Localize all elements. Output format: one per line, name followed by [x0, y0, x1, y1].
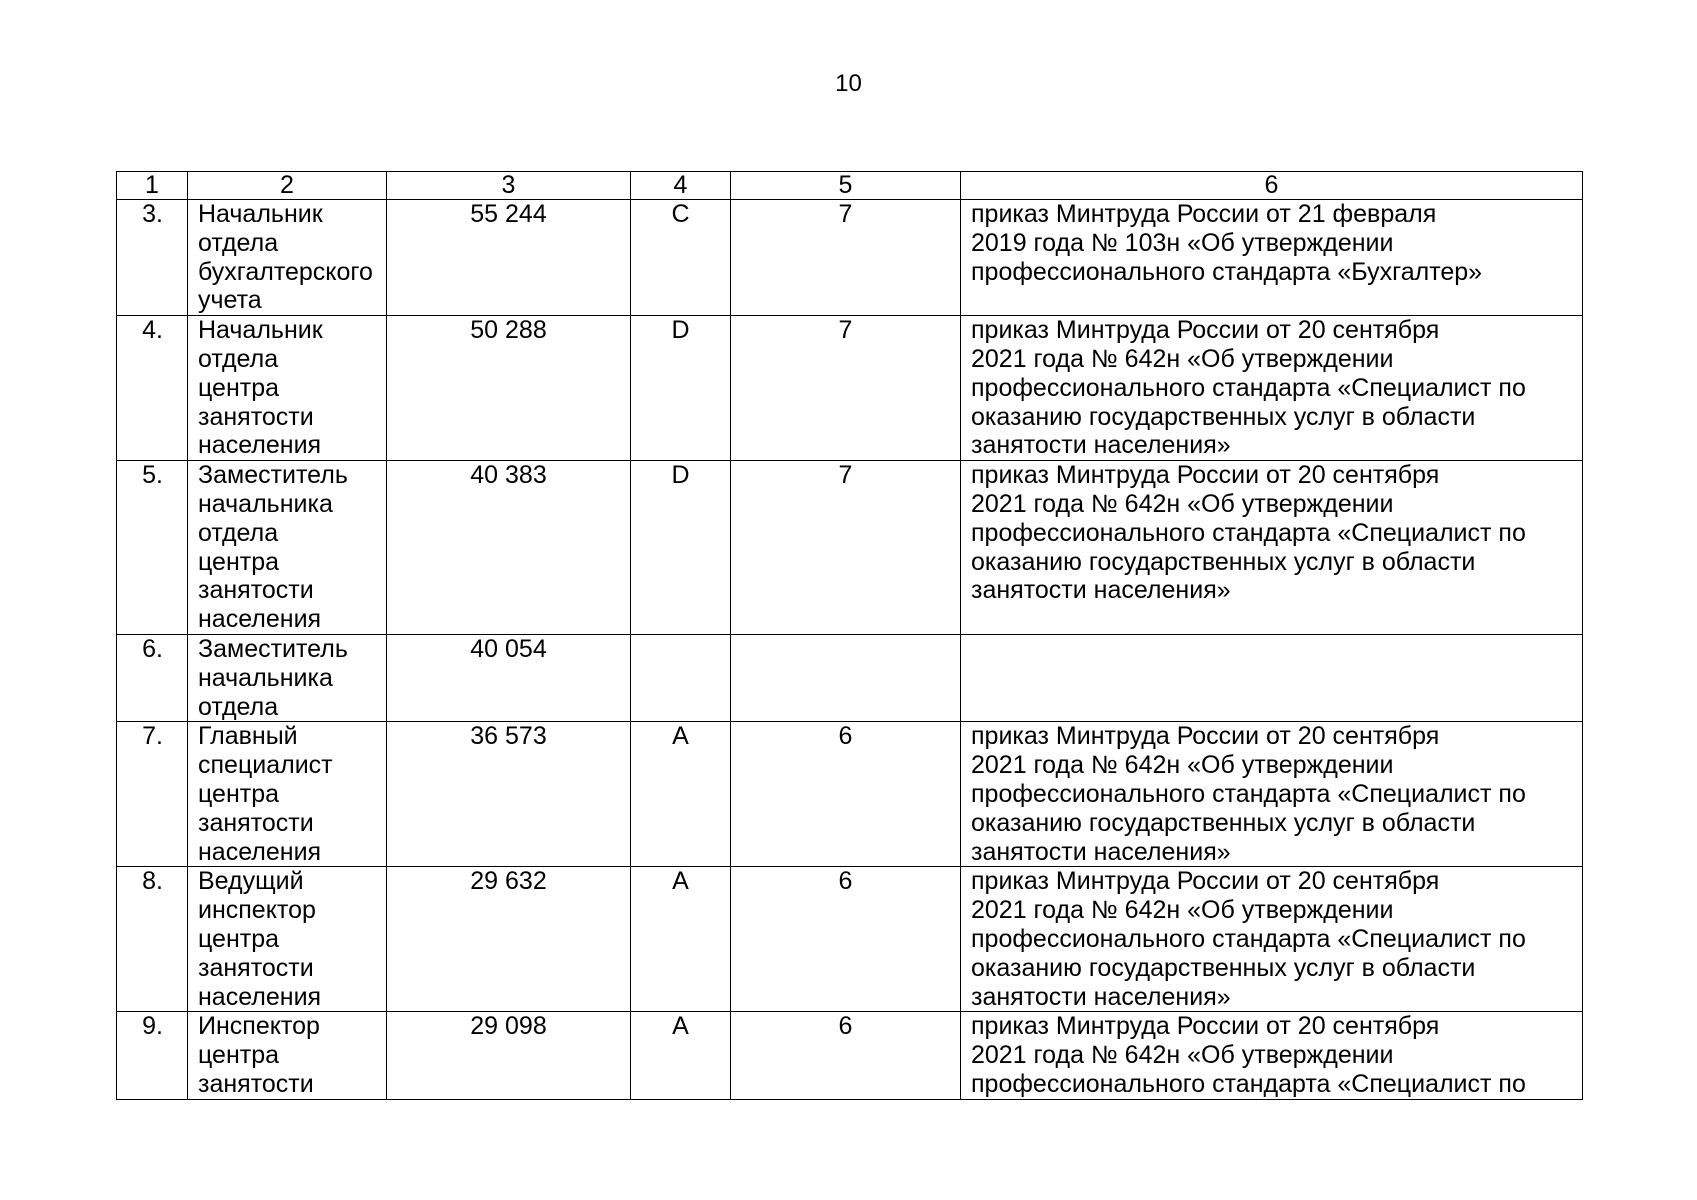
- standard-document-cell-line: оказанию государственных услуг в области: [971, 547, 1476, 576]
- standard-document-cell-line: приказ Минтруда России от 20 сентября: [971, 867, 1440, 896]
- position-name-cell-line: населения: [198, 605, 322, 634]
- positions-table: [116, 171, 1583, 1100]
- group-cell: D: [631, 461, 731, 635]
- salary-cell: 50 288: [387, 316, 631, 461]
- position-name-cell-line: населения: [198, 431, 322, 460]
- table-row: [117, 867, 1583, 1012]
- row-number-cell: 3.: [117, 200, 188, 316]
- standard-document-cell: [961, 634, 1583, 721]
- position-name-cell-line: Заместитель: [198, 461, 348, 490]
- standard-document-cell: [961, 200, 1583, 316]
- position-name-cell-line: занятости: [198, 808, 314, 837]
- standard-document-cell-line: оказанию государственных услуг в области: [971, 808, 1476, 837]
- table-header-row: [117, 172, 1583, 200]
- level-cell: 7: [731, 461, 961, 635]
- salary-cell: 29 098: [387, 1012, 631, 1099]
- salary-cell: 40 383: [387, 461, 631, 635]
- position-name-cell-line: Начальник: [198, 316, 323, 345]
- standard-document-cell-line: оказанию государственных услуг в области: [971, 953, 1476, 982]
- position-name-cell-line: Инспектор: [198, 1012, 320, 1041]
- position-name-cell-line: инспектор: [198, 896, 316, 925]
- standard-document-cell: [961, 461, 1583, 635]
- position-name-cell: [188, 461, 387, 635]
- standard-document-cell-line: приказ Минтруда России от 20 сентября: [971, 461, 1440, 490]
- salary-cell: 36 573: [387, 722, 631, 867]
- page-number: 10: [835, 70, 862, 97]
- header-cell-3: 3: [387, 172, 631, 200]
- standard-document-cell-line: приказ Минтруда России от 20 сентября: [971, 316, 1440, 345]
- position-name-cell-line: специалист: [198, 751, 333, 780]
- position-name-cell-line: Ведущий: [198, 867, 304, 896]
- position-name-cell-line: занятости: [198, 953, 314, 982]
- table-row: [117, 316, 1583, 461]
- position-name-cell-line: занятости: [198, 1069, 314, 1098]
- standard-document-cell-line: 2021 года № 642н «Об утверждении: [971, 1041, 1394, 1070]
- standard-document-cell: [961, 722, 1583, 867]
- table-row: [117, 1012, 1583, 1099]
- standard-document-cell-line: профессионального стандарта «Бухгалтер»: [971, 257, 1483, 286]
- standard-document-cell-line: занятости населения»: [971, 982, 1231, 1011]
- standard-document-cell-line: занятости населения»: [971, 576, 1231, 605]
- position-name-cell: [188, 867, 387, 1012]
- level-cell: 6: [731, 722, 961, 867]
- standard-document-cell-line: профессионального стандарта «Специалист по: [971, 924, 1526, 953]
- salary-cell: 55 244: [387, 200, 631, 316]
- position-name-cell-line: центра: [198, 373, 280, 402]
- row-number-cell: 8.: [117, 867, 188, 1012]
- position-name-cell: [188, 200, 387, 316]
- standard-document-cell: [961, 316, 1583, 461]
- standard-document-cell-line: профессионального стандарта «Специалист по: [971, 518, 1526, 547]
- level-cell: 7: [731, 200, 961, 316]
- standard-document-cell-line: 2019 года № 103н «Об утверждении: [971, 228, 1394, 257]
- standard-document-cell-line: 2021 года № 642н «Об утверждении: [971, 344, 1394, 373]
- header-cell-5: 5: [731, 172, 961, 200]
- position-name-cell-line: занятости: [198, 576, 314, 605]
- standard-document-cell: [961, 867, 1583, 1012]
- position-name-cell-line: занятости: [198, 402, 314, 431]
- row-number-cell: 4.: [117, 316, 188, 461]
- group-cell: [631, 634, 731, 721]
- group-cell: A: [631, 867, 731, 1012]
- group-cell: A: [631, 722, 731, 867]
- standard-document-cell-line: профессионального стандарта «Специалист по: [971, 779, 1526, 808]
- table-row: [117, 200, 1583, 316]
- header-cell-2: 2: [188, 172, 387, 200]
- position-name-cell-line: населения: [198, 982, 322, 1011]
- position-name-cell-line: центра: [198, 779, 280, 808]
- position-name-cell: [188, 722, 387, 867]
- position-name-cell-line: отдела: [198, 344, 279, 373]
- row-number-cell: 9.: [117, 1012, 188, 1099]
- level-cell: 6: [731, 1012, 961, 1099]
- standard-document-cell-line: приказ Минтруда России от 20 сентября: [971, 1012, 1440, 1041]
- header-cell-4: 4: [631, 172, 731, 200]
- standard-document-cell-line: оказанию государственных услуг в области: [971, 402, 1476, 431]
- table-row: [117, 634, 1583, 721]
- header-cell-1: 1: [117, 172, 188, 200]
- level-cell: 6: [731, 867, 961, 1012]
- level-cell: 7: [731, 316, 961, 461]
- position-name-cell: [188, 634, 387, 721]
- table-row: [117, 461, 1583, 635]
- position-name-cell-line: отдела: [198, 518, 279, 547]
- standard-document-cell-line: занятости населения»: [971, 837, 1231, 866]
- position-name-cell-line: центра: [198, 924, 280, 953]
- standard-document-cell-line: профессионального стандарта «Специалист по: [971, 373, 1526, 402]
- position-name-cell-line: отдела: [198, 692, 279, 721]
- row-number-cell: 7.: [117, 722, 188, 867]
- salary-cell: 29 632: [387, 867, 631, 1012]
- standard-document-cell-line: приказ Минтруда России от 20 сентября: [971, 722, 1440, 751]
- row-number-cell: 5.: [117, 461, 188, 635]
- position-name-cell-line: начальника: [198, 663, 333, 692]
- position-name-cell-line: бухгалтерского: [198, 257, 373, 286]
- table-row: [117, 722, 1583, 867]
- group-cell: D: [631, 316, 731, 461]
- salary-cell: 40 054: [387, 634, 631, 721]
- standard-document-cell-line: занятости населения»: [971, 431, 1231, 460]
- position-name-cell-line: отдела: [198, 228, 279, 257]
- position-name-cell-line: учета: [198, 286, 262, 315]
- standard-document-cell-line: приказ Минтруда России от 21 февраля: [971, 200, 1437, 228]
- standard-document-cell-line: профессионального стандарта «Специалист по: [971, 1069, 1526, 1098]
- position-name-cell-line: Заместитель: [198, 634, 348, 663]
- standard-document-cell-line: 2021 года № 642н «Об утверждении: [971, 896, 1394, 925]
- position-name-cell-line: начальника: [198, 489, 333, 518]
- group-cell: A: [631, 1012, 731, 1099]
- position-name-cell-line: Главный: [198, 722, 298, 751]
- group-cell: C: [631, 200, 731, 316]
- position-name-cell: [188, 316, 387, 461]
- position-name-cell: [188, 1012, 387, 1099]
- standard-document-cell-line: 2021 года № 642н «Об утверждении: [971, 751, 1394, 780]
- position-name-cell-line: населения: [198, 837, 322, 866]
- position-name-cell-line: Начальник: [198, 200, 323, 228]
- standard-document-cell-line: 2021 года № 642н «Об утверждении: [971, 489, 1394, 518]
- position-name-cell-line: центра: [198, 547, 280, 576]
- row-number-cell: 6.: [117, 634, 188, 721]
- header-cell-6: 6: [961, 172, 1583, 200]
- standard-document-cell: [961, 1012, 1583, 1099]
- level-cell: [731, 634, 961, 721]
- position-name-cell-line: центра: [198, 1041, 280, 1070]
